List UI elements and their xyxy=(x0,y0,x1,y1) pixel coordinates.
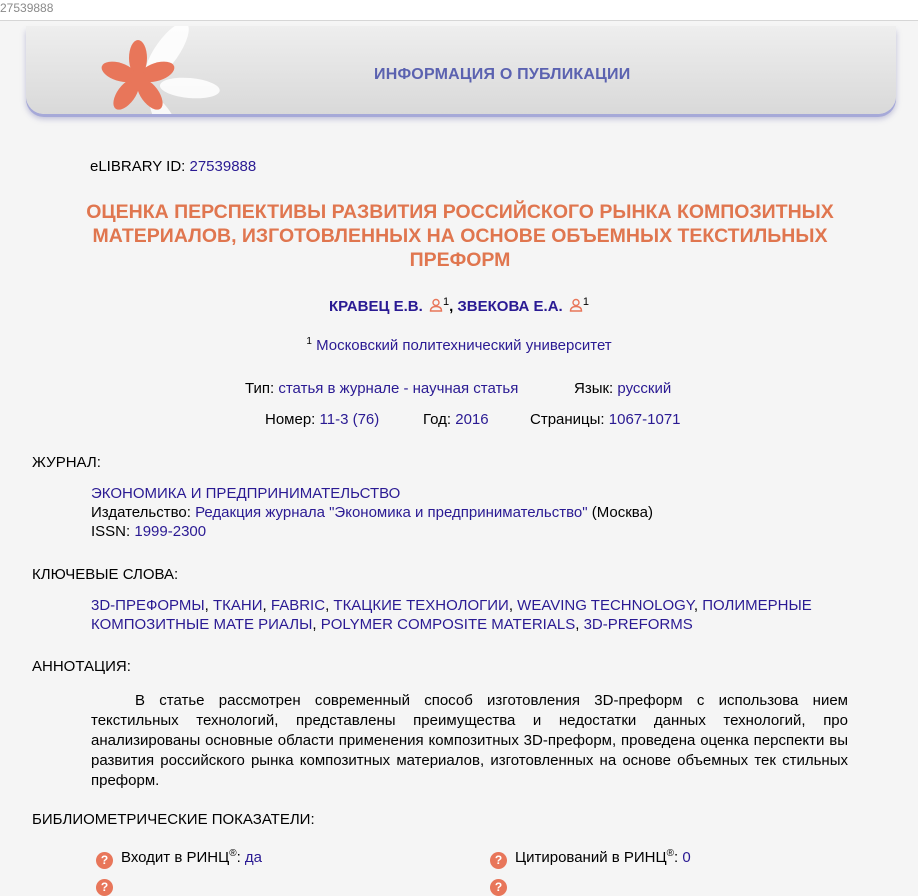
abstract-section-title: АННОТАЦИЯ: xyxy=(32,658,131,675)
author-separator: , xyxy=(449,298,454,315)
language-label: Язык: xyxy=(574,380,614,397)
flower-logo-icon xyxy=(66,26,306,114)
keyword-link[interactable]: FABRIC xyxy=(270,597,326,614)
journal-link[interactable]: ЭКОНОМИКА И ПРЕДПРИНИМАТЕЛЬСТВО xyxy=(91,485,401,502)
elibrary-id-link[interactable]: 27539888 xyxy=(189,158,257,175)
keyword-link[interactable]: ТКАЦКИЕ ТЕХНОЛОГИИ xyxy=(333,597,509,614)
registered-mark: ® xyxy=(666,848,674,859)
publisher-label: Издательство: xyxy=(91,504,191,521)
registered-mark: ® xyxy=(229,848,237,859)
pages-value: 1067-1071 xyxy=(608,411,681,428)
affiliation-number: 1 xyxy=(306,336,312,347)
page-header-title: ИНФОРМАЦИЯ О ПУБЛИКАЦИИ xyxy=(374,66,631,83)
help-question-icon[interactable]: ? xyxy=(490,879,507,896)
issue-link[interactable]: 11-3 (76) xyxy=(319,411,380,428)
rinc-citations-indicator: ? Цитирований в РИНЦ®: 0 xyxy=(490,848,691,869)
issn-link[interactable]: 1999-2300 xyxy=(134,523,207,540)
rinc-indicator: ? Входит в РИНЦ®: да xyxy=(96,848,262,869)
browser-address-strip xyxy=(0,0,918,21)
author-affil-2: 1 xyxy=(582,296,590,308)
publisher-city: (Москва) xyxy=(591,504,653,521)
author-affil-1: 1 xyxy=(442,296,450,308)
help-question-icon[interactable]: ? xyxy=(490,852,507,869)
keyword-link[interactable]: WEAVING TECHNOLOGY xyxy=(517,597,694,614)
elibrary-id-label: eLIBRARY ID: xyxy=(90,158,186,175)
keyword-link[interactable]: ПОЛИМЕРНЫЕ КОМПОЗИТНЫЕ МАТЕ РИАЛЫ xyxy=(91,597,812,633)
journal-block xyxy=(91,484,653,541)
elibrary-id-row xyxy=(90,158,256,176)
rinc-value: да xyxy=(244,849,263,866)
year-label: Год: xyxy=(423,411,452,428)
publisher-link[interactable]: Редакция журнала "Экономика и предпринимательство" xyxy=(195,504,588,521)
author-link-1[interactable]: КРАВЕЦ Е.В. xyxy=(328,298,423,315)
keyword-link[interactable]: POLYMER COMPOSITE MATERIALS xyxy=(320,616,576,633)
journal-section-title: ЖУРНАЛ: xyxy=(32,454,101,471)
next-indicator-partial xyxy=(490,876,515,896)
keywords-section-title: КЛЮЧЕВЫЕ СЛОВА: xyxy=(32,566,179,583)
author-profile-icon[interactable] xyxy=(569,298,583,312)
author-list xyxy=(0,296,918,315)
affiliation-link[interactable]: Московский политехнический университет xyxy=(316,337,612,354)
type-label: Тип: xyxy=(245,380,275,397)
rinc-label: Входит в РИНЦ xyxy=(121,849,230,866)
abstract-text: В статье рассмотрен современный способ изготовления 3D-преформ с использова нием текстильных технологий, представлены преимущества и недостатки данных технологий, про анализированы основные области применения композитных 3D-преформ, проведена оценка перспекти вы развития российского рынка композитных материалов, изготовленных на основе объемных тек стильных преформ. xyxy=(91,692,848,789)
article-type-row xyxy=(245,380,518,398)
author-profile-icon[interactable] xyxy=(429,298,443,312)
type-value: статья в журнале - научная статья xyxy=(278,380,519,397)
biblio-section-title: БИБЛИОМЕТРИЧЕСКИЕ ПОКАЗАТЕЛИ: xyxy=(32,811,315,828)
help-question-icon[interactable]: ? xyxy=(96,879,113,896)
keywords-list: 3D-ПРЕФОРМЫ, ТКАНИ, FABRIC, ТКАЦКИЕ ТЕХНОЛОГИИ, WEAVING TECHNOLOGY, ПОЛИМЕРНЫЕ КОМПОЗИТНЫЕ МАТЕ РИАЛЫ, POLYMER COMPOSITE MATERIALS, 3D-PREFORMS xyxy=(91,597,812,633)
keyword-link[interactable]: 3D-PREFORMS xyxy=(583,616,693,633)
pages-label: Страницы: xyxy=(530,411,605,428)
year-row xyxy=(423,411,489,429)
language-value: русский xyxy=(617,380,672,397)
keyword-link[interactable]: 3D-ПРЕФОРМЫ xyxy=(91,597,205,614)
year-value: 2016 xyxy=(455,411,489,428)
article-title: ОЦЕНКА ПЕРСПЕКТИВЫ РАЗВИТИЯ РОССИЙСКОГО РЫНКА КОМПОЗИТНЫХ МАТЕРИАЛОВ, ИЗГОТОВЛЕННЫХ НА ОСНОВЕ ОБЪЕМНЫХ ТЕКСТИЛЬНЫХ ПРЕФОРМ xyxy=(86,201,834,271)
issue-label: Номер: xyxy=(265,411,316,428)
author-link-2[interactable]: ЗВЕКОВА Е.А. xyxy=(457,298,563,315)
next-indicator-partial xyxy=(96,876,121,896)
issn-label: ISSN: xyxy=(91,523,131,540)
issue-row xyxy=(265,411,379,429)
cites-value-link[interactable]: 0 xyxy=(682,849,691,866)
help-question-icon[interactable]: ? xyxy=(96,852,113,869)
cites-label: Цитирований в РИНЦ xyxy=(515,849,667,866)
keyword-link[interactable]: ТКАНИ xyxy=(213,597,263,614)
pages-row xyxy=(530,411,681,429)
url-fragment: 27539888 xyxy=(0,1,54,15)
page-header xyxy=(26,26,896,114)
language-row xyxy=(574,380,671,398)
affiliation xyxy=(0,336,918,354)
